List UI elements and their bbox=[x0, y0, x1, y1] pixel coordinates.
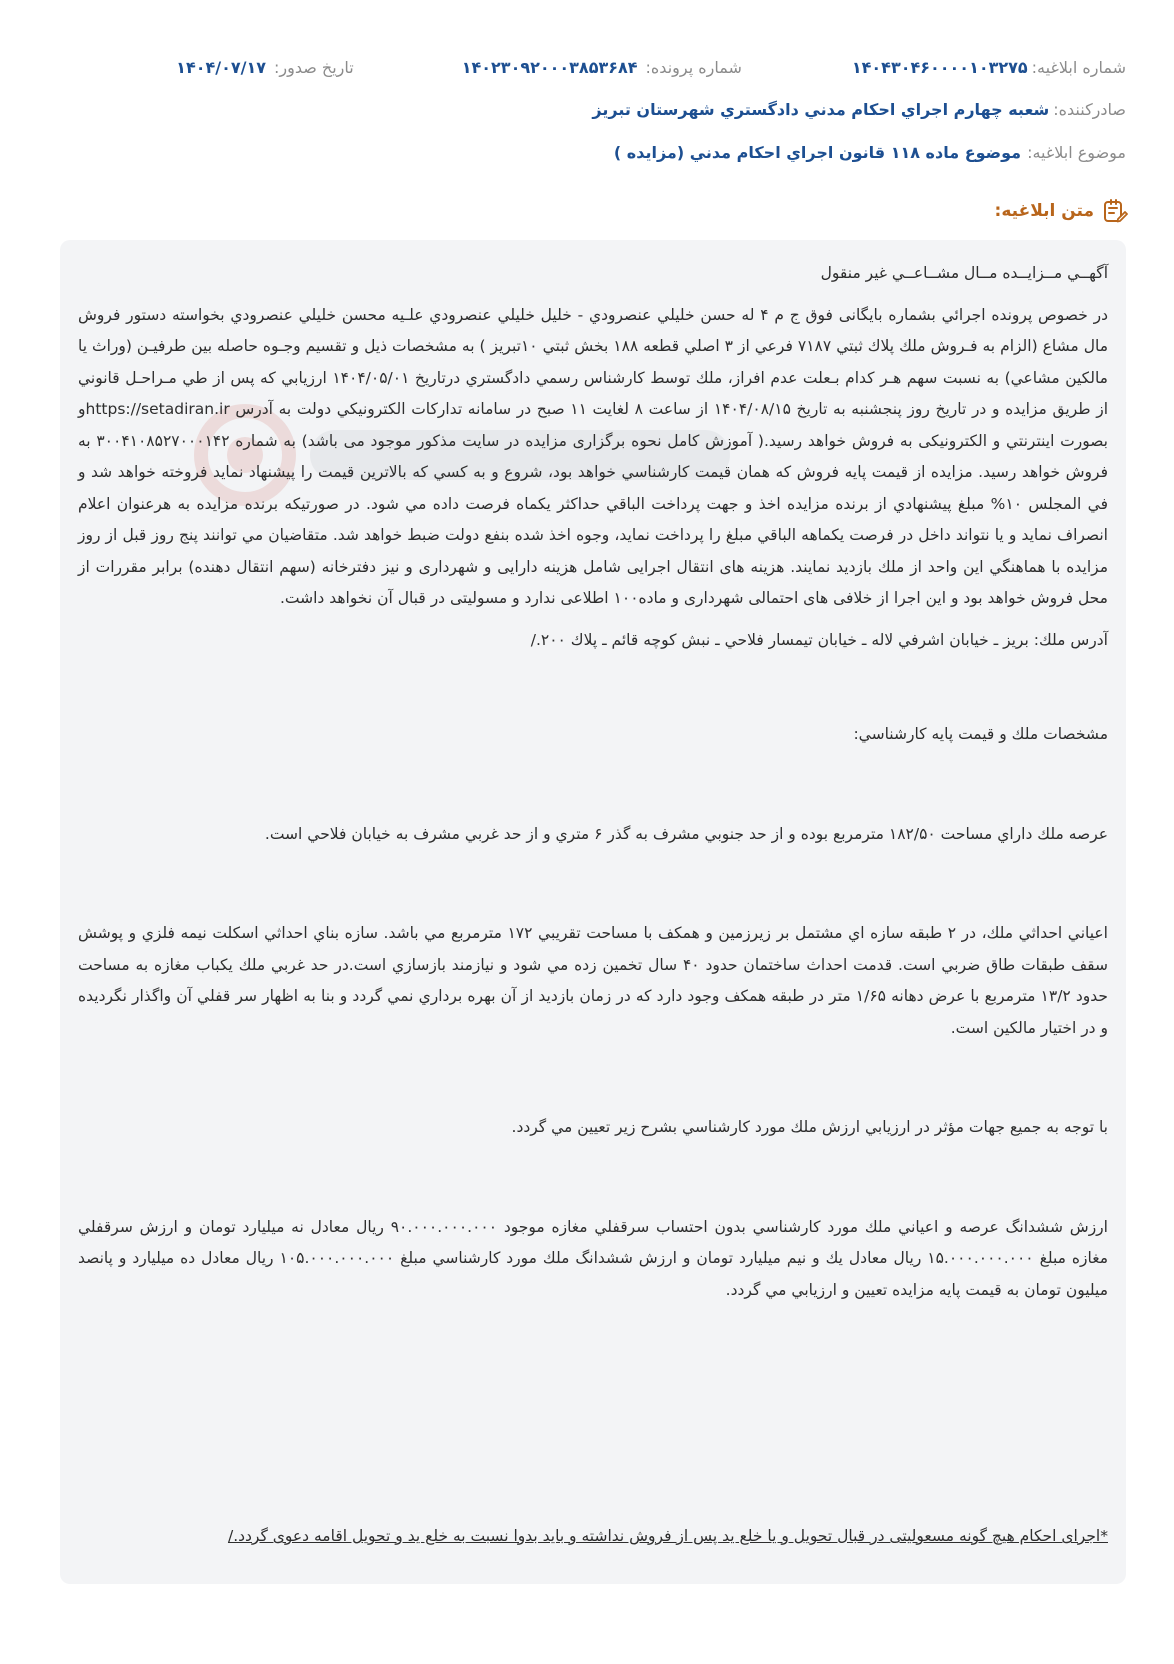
footer-note: *اجرای احکام هیچ گونه مسعولیتی در قبال تحویل و یا خلع ید پس از فروش نداشته و باید بدوا نسبت به خلع ید و تحویل اقامه دعوی گردد./ bbox=[227, 1527, 1108, 1545]
valuation-intro: با توجه به جميع جهات مؤثر در ارزيابي ارزش ملك مورد كارشناسي بشرح زير تعيين مي گردد. bbox=[511, 1118, 1108, 1136]
spacer bbox=[78, 751, 1108, 819]
case-number-field bbox=[462, 56, 742, 80]
notice-number: ۱۴۰۴۳۰۴۶۰۰۰۰۱۰۳۲۷۵ bbox=[851, 58, 1028, 77]
building-description: اعياني احداثي ملك، در ۲ طبقه سازه اي مشتمل بر زيرزمين و همكف با مساحت تقريبي ۱۷۲ مترمربع مي باشد. سازه بناي احداثي اسكلت نيمه فلزي و پوشش سقف طبقات طاق ضربي است. قدمت احداث ساختمان حدود ۴۰ سال تخمين زده مي شود و نيازمند بازسازي است.در حد غربي ملك يكباب مغازه به مساحت حدود ۱۳/۲ مترمربع با عرض دهانه ۱/۶۵ متر در طبقه همكف وجود دارد كه در زمان بازديد از آن بهره برداري نمي گردد و بنا به اظهار سر قفلي آن واگذار نگرديده و در اختيار مالكين است. bbox=[78, 924, 1108, 1037]
notice-body bbox=[78, 258, 1108, 1306]
notice-number-label: شماره ابلاغيه: bbox=[1031, 58, 1126, 77]
property-address: آدرس ملك: بريز ـ خيابان اشرفي لاله ـ خيابان تيمسار فلاحي ـ نبش كوچه قائم ـ پلاك ۲۰۰./ bbox=[530, 630, 1108, 649]
specs-heading: مشخصات ملك و قيمت پايه كارشناسي: bbox=[853, 725, 1108, 743]
issue-date: ۱۴۰۴/۰۷/۱۷ bbox=[176, 58, 266, 77]
notice-text-box bbox=[60, 240, 1126, 1584]
issuer-row bbox=[48, 98, 1126, 122]
issuer-label: صادرکننده: bbox=[1053, 100, 1126, 119]
issuer: شعبه چهارم اجراي احكام مدني دادگستري شهرستان تبريز bbox=[592, 100, 1050, 119]
notice-text-title: متن ابلاغيه: bbox=[994, 201, 1094, 221]
spacer bbox=[78, 850, 1108, 918]
valuation-details: ارزش ششدانگ عرصه و اعياني ملك مورد كارشناسي بدون احتساب سرقفلي مغازه موجود ۹۰.۰۰۰.۰۰۰.۰۰۰ ريال معادل نه ميليارد تومان و ارزش سرقفلي مغازه مبلغ ۱۵.۰۰۰.۰۰۰.۰۰۰ ريال معادل يك و نيم ميليارد تومان و ارزش ششدانگ ملك مورد كارشناسي مبلغ ۱۰۵.۰۰۰.۰۰۰.۰۰۰ ريال معادل ده ميليارد و پانصد ميليون تومان به قيمت پايه مزايده تعيين و ارزيابي مي گردد. bbox=[78, 1217, 1108, 1299]
subject-label: موضوع ابلاغيه: bbox=[1027, 143, 1126, 162]
subject: موضوع ماده ۱۱۸ قانون اجراي احكام مدني (مزايده ) bbox=[613, 143, 1022, 162]
document-pen-icon bbox=[1102, 198, 1128, 224]
spacer bbox=[78, 1044, 1108, 1112]
notice-text-header bbox=[995, 198, 1128, 224]
subject-row bbox=[48, 141, 1126, 165]
notice-heading: آگهــي مــزايــده مــال مشــاعــي غير منقول bbox=[820, 264, 1108, 282]
case-number: ۱۴۰۲۳۰۹۲۰۰۰۳۸۵۳۶۸۴ bbox=[461, 58, 638, 77]
issue-date-field bbox=[176, 56, 354, 80]
notice-main-paragraph: در خصوص پرونده اجرائي بشماره بايگانی فوق ج م ۴ له حسن خليلي عنصرودي - خليل خليلي عنصرودي علـيه محسن خليلي عنصرودي بخواسته دستور فروش مال مشاع (الزام به فـروش ملك پلاك ثبتي ۷۱۸۷ فرعي از ۳ اصلي قطعه ۱۸۸ بخش ثبتي ۱۰تبريز ) به مشخصات ذيل و تقسيم وجـوه حاصله بين طرفيـن (وراث يا مالكين مشاعي) به نسبت سهم هـر كدام بـعلت عدم افراز، ملك توسط كارشناس رسمي دادگستري درتاريخ ۱۴۰۴/۰۵/۰۱ ارزيابي كه پس از طي مـراحـل قانوني از طريق مزايده و در تاريخ روز پنجشنبه به تاريخ ۱۴۰۴/۰۸/۱۵ از ساعت ۸ لغايت ۱۱ صبح در سامانه تداركات الكترونيكي دولت به آدرس https://setadiran.irو بصورت اينترنتي و الکترونیکی به فروش خواهد رسيد.( آموزش کامل نحوه برگزاری مزايده در سايت مذکور موجود می باشد) به شماره ۳۰۰۴۱۰۸۵۲۷۰۰۰۱۴۲ به فروش خواهد رسيد. مزايده از قيمت پايه فروش كه همان قيمت كارشناسي خواهد بود، شروع و به كسي كه بالاترين قيمت را پيشنهاد نمايد فروخته خواهد شد و في المجلس ۱۰% مبلغ پيشنهادي از برنده مزايده اخذ و جهت پرداخت الباقي حداكثر يكماه فرصت داده مي شود. در صورتيكه برنده مزايده به هرعنوان اعلام انصراف نمايد و يا نتواند داخل در فرصت يكماهه الباقي مبلغ را پرداخت نمايد، وجوه اخذ شده بنفع دولت ضبط خواهد شد. متقاضيان مي توانند پنج روز قبل از روز مزايده با هماهنگي اين واحد از ملك بازديد نمايند. هزينه های انتقال اجرایی شامل هزينه دارايی و شهرداری و نیز دفترخانه (سهم انتقال دهنده) برابر مقررات از محل فروش خواهد بود و این اجرا از خلافی های احتمالی شهرداری و ماده۱۰۰ اطلاعی ندارد و مسولیتی در قبال آن نخواهد داشت. bbox=[78, 305, 1109, 607]
spacer bbox=[78, 1144, 1108, 1212]
case-number-label: شماره پرونده: bbox=[645, 58, 742, 77]
meta-row-numbers bbox=[48, 56, 1126, 80]
notice-number-field bbox=[852, 56, 1126, 80]
spacer bbox=[78, 656, 1108, 719]
issue-date-label: تاريخ صدور: bbox=[273, 58, 354, 77]
land-description: عرصه ملك داراي مساحت ۱۸۲/۵۰ مترمربع بوده و از حد جنوبي مشرف به گذر ۶ متري و از حد غربي مشرف به خيابان فلاحي است. bbox=[264, 824, 1108, 843]
